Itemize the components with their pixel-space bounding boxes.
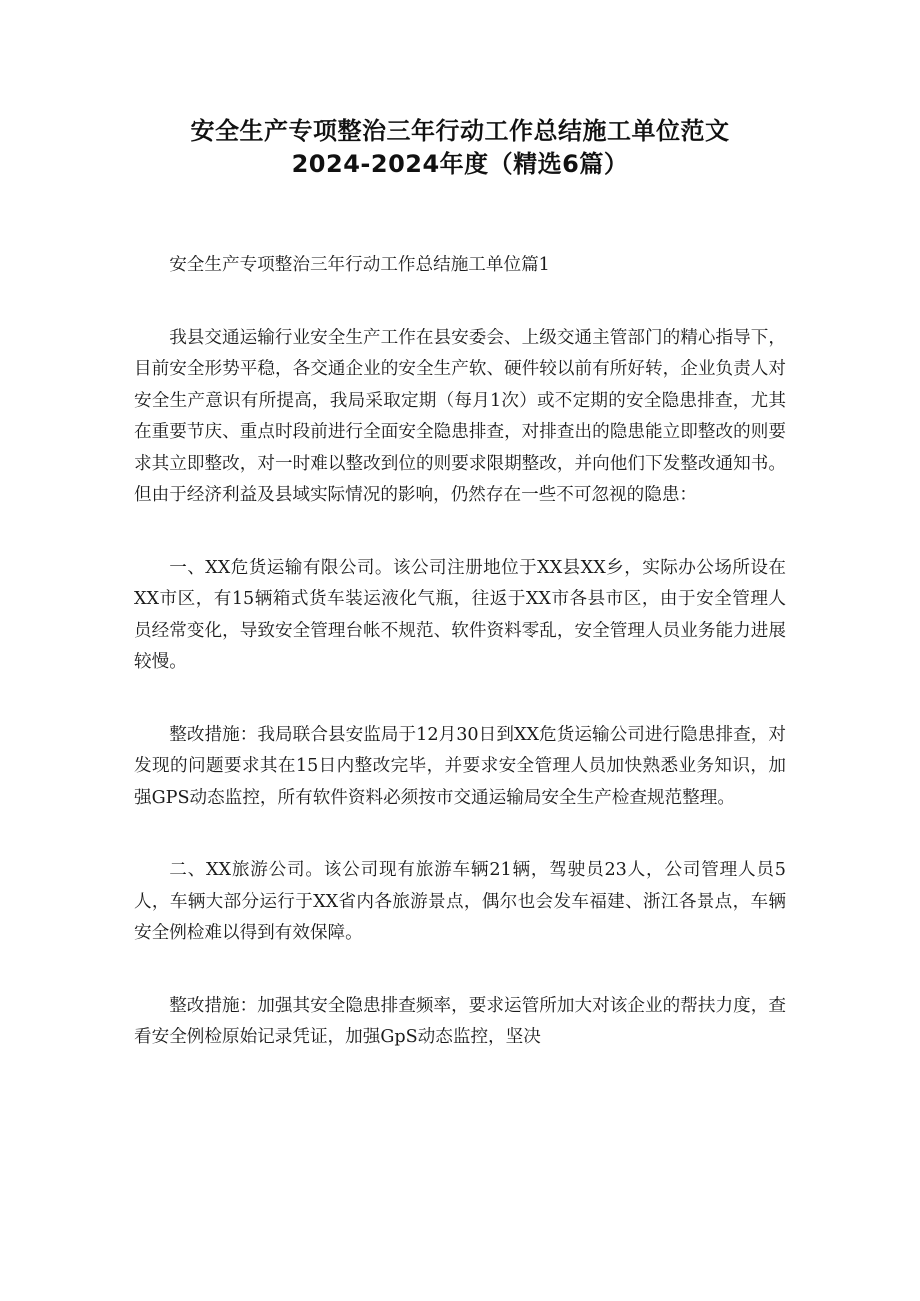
title-line-1: 安全生产专项整治三年行动工作总结施工单位范文 <box>190 117 730 145</box>
section-heading: 安全生产专项整治三年行动工作总结施工单位篇1 <box>169 255 550 275</box>
paragraph-item-1: 一、XX危货运输有限公司。该公司注册地位于XX县XX乡，实际办公场所设在XX市区，有15辆箱式货车装运液化气瓶，往返于XX市各县市区，由于安全管理人员经常变化，导致安全管理台帐不规范、软件资料零乱，安全管理人员业务能力进展较慢。 <box>134 557 786 672</box>
paragraph-measure-2: 整改措施：加强其安全隐患排查频率，要求运管所加大对该企业的帮扶力度，查看安全例检原始记录凭证，加强GpS动态监控，坚决 <box>134 995 786 1047</box>
document-body <box>134 250 786 1095</box>
paragraph-intro: 我县交通运输行业安全生产工作在县安委会、上级交通主管部门的精心指导下，目前安全形势平稳，各交通企业的安全生产软、硬件较以前有所好转，企业负责人对安全生产意识有所提高，我局采取定期（每月1次）或不定期的安全隐患排查，尤其在重要节庆、重点时段前进行全面安全隐患排查，对排查出的隐患能立即整改的则要求其立即整改，对一时难以整改到位的则要求限期整改，并向他们下发整改通知书。但由于经济利益及县域实际情况的影响，仍然存在一些不可忽视的隐患： <box>134 327 786 505</box>
paragraph-item-2: 二、XX旅游公司。该公司现有旅游车辆21辆，驾驶员23人，公司管理人员5人，车辆大部分运行于XX省内各旅游景点，偶尔也会发车福建、浙江各景点，车辆安全例检难以得到有效保障。 <box>134 860 786 943</box>
title-line-2: 2024-2024年度（精选6篇） <box>291 150 629 178</box>
paragraph-measure-1: 整改措施：我局联合县安监局于12月30日到XX危货运输公司进行隐患排查，对发现的问题要求其在15日内整改完毕，并要求安全管理人员加快熟悉业务知识，加强GPS动态监控，所有软件资料必须按市交通运输局安全生产检查规范整理。 <box>134 724 786 808</box>
document-title <box>0 115 920 181</box>
